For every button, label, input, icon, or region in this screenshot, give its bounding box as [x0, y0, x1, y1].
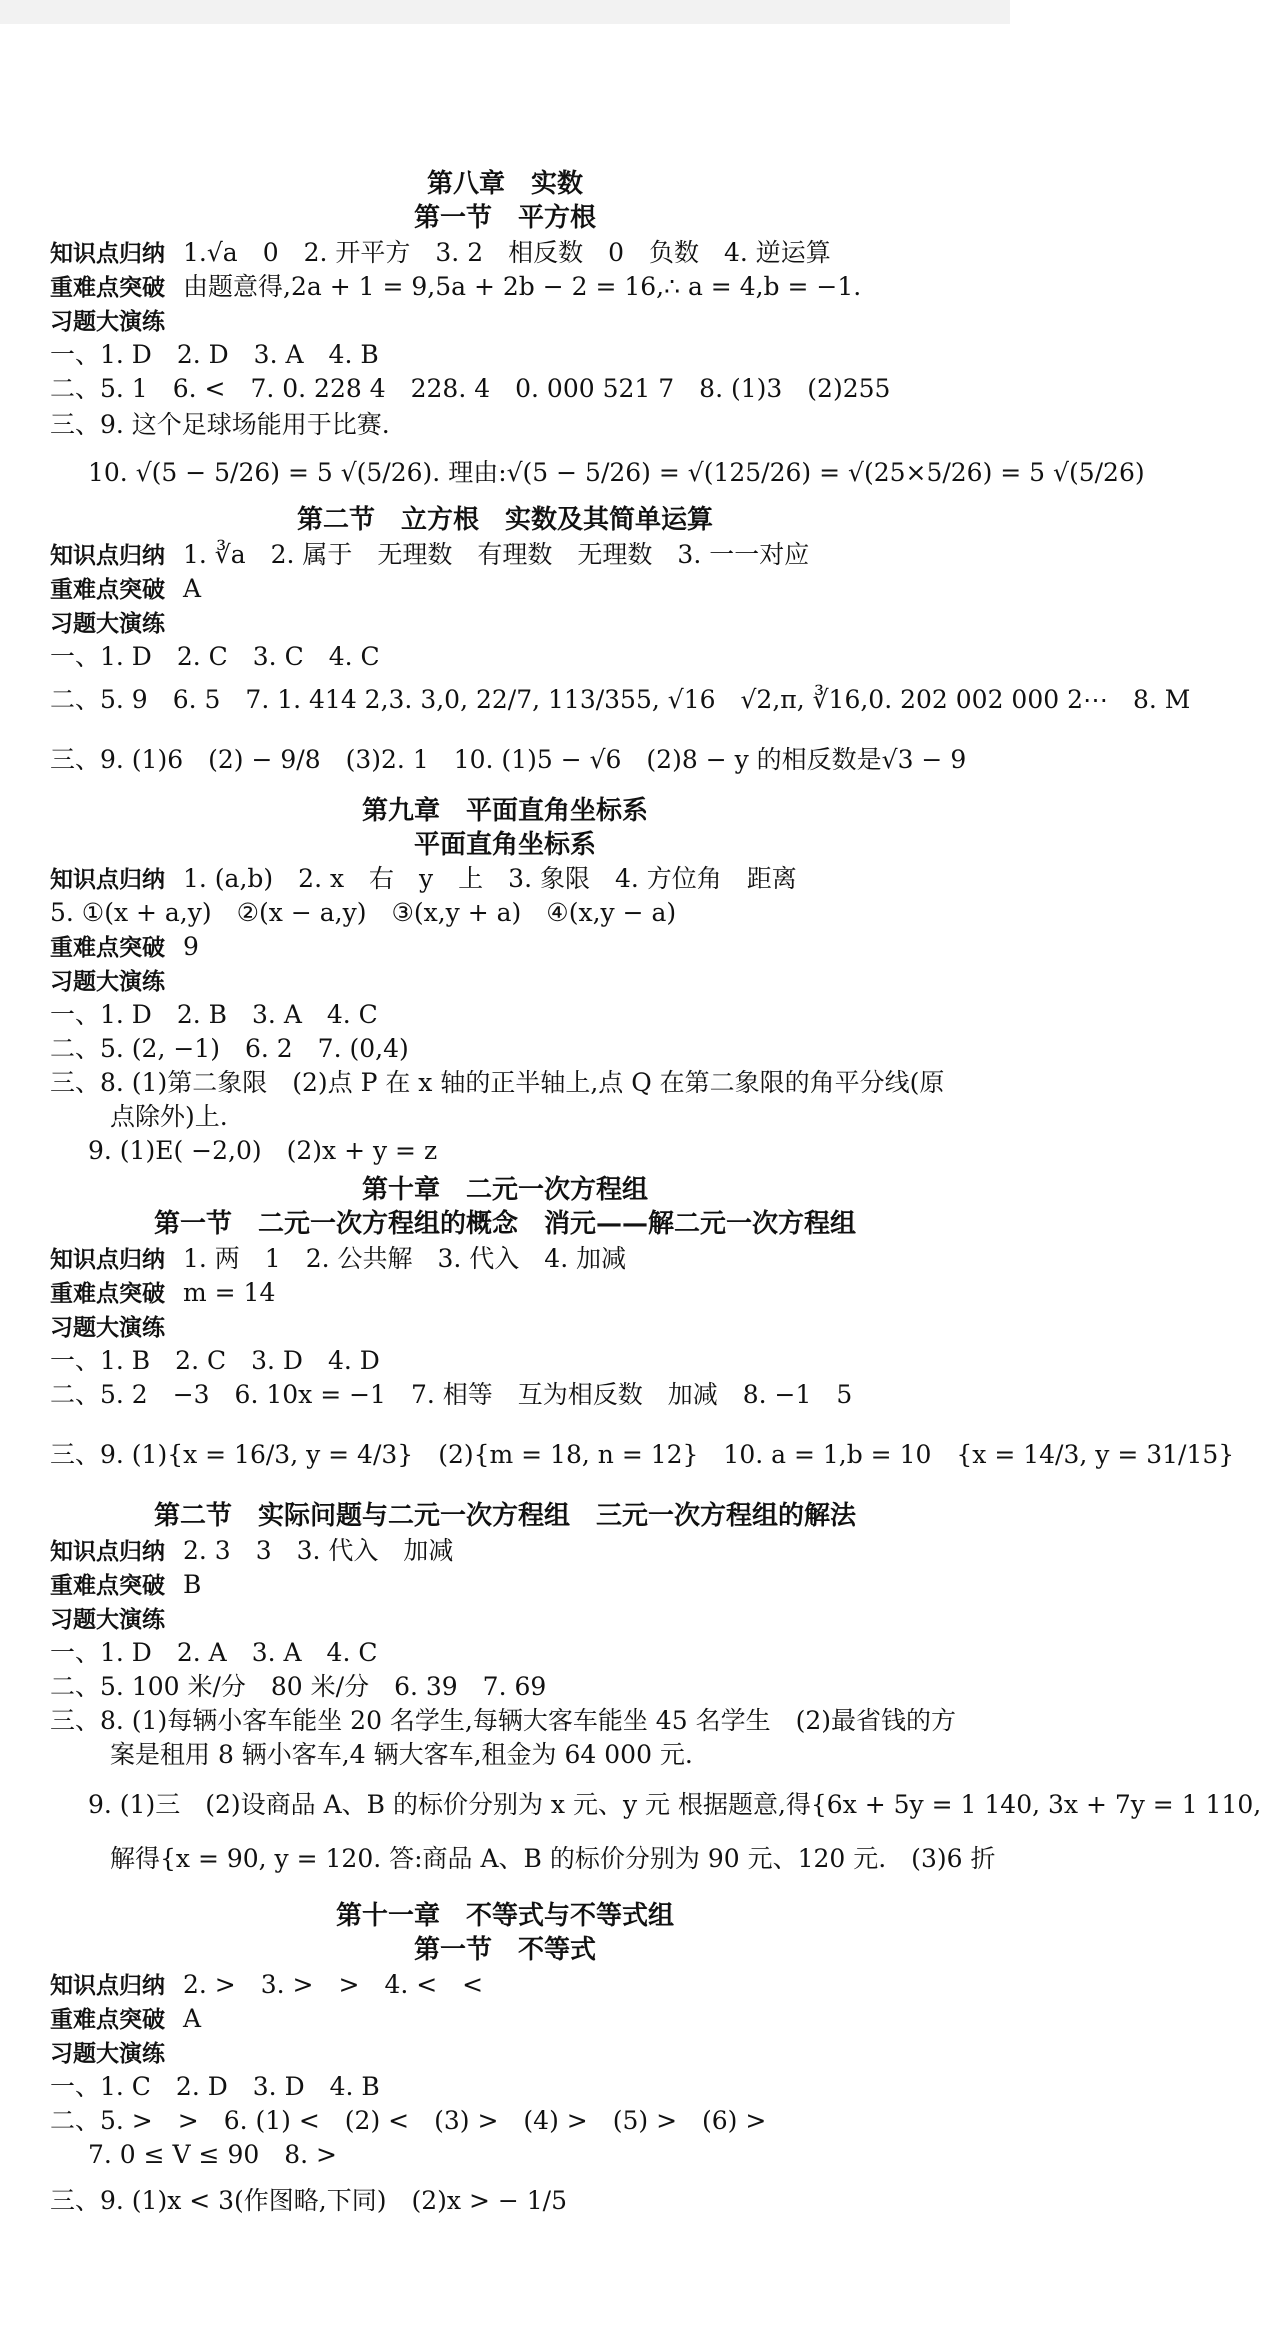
chapter-8-title: 第八章 实数 [426, 169, 583, 199]
ch8-s2-practice-heading [50, 608, 183, 639]
ch8-section2-title: 第二节 立方根 实数及其简单运算 [296, 505, 713, 535]
ch9-knowledge-line [50, 864, 797, 895]
ch11-difficulty-line [50, 2004, 201, 2035]
difficulty-label: 重难点突破 [50, 2007, 165, 2033]
ch8-s2-answer-2: 二、5. 9 6. 5 7. 1. 414 2,3. 3,0, 22/7, 113/355, √16 √2,π, ∛16,0. 202 002 000 2⋯ 8. M [50, 685, 1191, 714]
ch8-s2-answer-1: 一、1. D 2. C 3. C 4. C [50, 642, 380, 671]
ch11-answer-1: 一、1. C 2. D 3. D 4. B [50, 2072, 380, 2101]
ch11-practice-heading [50, 2038, 183, 2069]
ch10-section1-title: 第一节 二元一次方程组的概念 消元——解二元一次方程组 [153, 1209, 856, 1239]
knowledge-label: 知识点归纳 [50, 1247, 165, 1273]
difficulty-label: 重难点突破 [50, 1281, 165, 1307]
ch10-s2-answer-9: 9. (1)三 (2)设商品 A、B 的标价分别为 x 元、y 元 根据题意,得{6x + 5y = 1 140, 3x + 7y = 1 110, [88, 1790, 1261, 1819]
ch11-difficulty-text: A [183, 2004, 202, 2033]
ch8-s2-difficulty-line [50, 574, 201, 605]
ch9-knowledge-text: 1. (a,b) 2. x 右 y 上 3. 象限 4. 方位角 距离 [183, 864, 797, 893]
ch10-s1-knowledge-line [50, 1244, 626, 1275]
ch8-s2-difficulty-text: A [183, 574, 202, 603]
ch8-s1-difficulty-text: 由题意得,2a + 1 = 9,5a + 2b − 2 = 16,∴ a = 4,b = −1. [183, 272, 862, 301]
ch10-s1-difficulty-text: m = 14 [183, 1278, 276, 1307]
ch10-s1-difficulty-line [50, 1278, 275, 1309]
knowledge-label: 知识点归纳 [50, 867, 165, 893]
ch10-s2-answer-9b: 解得{x = 90, y = 120. 答:商品 A、B 的标价分别为 90 元、120 元. (3)6 折 [110, 1844, 996, 1873]
ch9-difficulty-text: 9 [183, 932, 199, 961]
ch10-section2-title: 第二节 实际问题与二元一次方程组 三元一次方程组的解法 [153, 1501, 856, 1531]
ch11-knowledge-line [50, 1970, 483, 2001]
ch9-difficulty-line [50, 932, 199, 963]
ch8-s2-knowledge-text: 1. ∛a 2. 属于 无理数 有理数 无理数 3. 一一对应 [183, 540, 810, 569]
practice-label: 习题大演练 [50, 2041, 165, 2067]
practice-label: 习题大演练 [50, 1607, 165, 1633]
chapter-11-title: 第十一章 不等式与不等式组 [335, 1901, 674, 1931]
practice-label: 习题大演练 [50, 1315, 165, 1341]
ch9-answer-9: 9. (1)E( −2,0) (2)x + y = z [88, 1136, 438, 1165]
ch8-s1-answer-3: 三、9. 这个足球场能用于比赛. [50, 410, 390, 439]
ch10-s1-answer-1: 一、1. B 2. C 3. D 4. D [50, 1346, 380, 1375]
ch11-knowledge-text: 2. > 3. > > 4. < < [183, 1970, 484, 1999]
ch9-answer-3a: 三、8. (1)第二象限 (2)点 P 在 x 轴的正半轴上,点 Q 在第二象限的角平分线(原 [50, 1068, 945, 1097]
ch11-section1-title: 第一节 不等式 [413, 1935, 596, 1965]
knowledge-label: 知识点归纳 [50, 543, 165, 569]
ch11-answer-2: 二、5. > > 6. (1) < (2) < (3) > (4) > (5) > (6) > [50, 2106, 767, 2135]
ch10-s2-practice-heading [50, 1604, 183, 1635]
knowledge-label: 知识点归纳 [50, 1539, 165, 1565]
ch10-s1-answer-2: 二、5. 2 −3 6. 10x = −1 7. 相等 互为相反数 加减 8. −1 5 [50, 1380, 853, 1409]
ch8-s1-answer-10: 10. √(5 − 5/26) = 5 √(5/26). 理由:√(5 − 5/26) = √(125/26) = √(25×5/26) = 5 √(5/26) [88, 458, 1145, 487]
ch9-answer-2: 二、5. (2, −1) 6. 2 7. (0,4) [50, 1034, 409, 1063]
ch10-s2-knowledge-text: 2. 3 3 3. 代入 加减 [183, 1536, 454, 1565]
ch10-s2-answer-3b: 案是租用 8 辆小客车,4 辆大客车,租金为 64 000 元. [110, 1740, 693, 1769]
ch10-s1-answer-3: 三、9. (1){x = 16/3, y = 4/3} (2){m = 18, n = 12} 10. a = 1,b = 10 {x = 14/3, y = 31/15} [50, 1440, 1235, 1469]
practice-label: 习题大演练 [50, 611, 165, 637]
difficulty-label: 重难点突破 [50, 275, 165, 301]
ch8-s1-answer-2: 二、5. 1 6. < 7. 0. 228 4 228. 4 0. 000 521 7 8. (1)3 (2)255 [50, 374, 891, 403]
ch10-s2-difficulty-line [50, 1570, 201, 1601]
practice-label: 习题大演练 [50, 309, 165, 335]
ch10-s2-knowledge-line [50, 1536, 453, 1567]
chapter-10-title: 第十章 二元一次方程组 [361, 1175, 648, 1205]
ch9-practice-heading [50, 966, 183, 997]
ch9-knowledge-line-2: 5. ①(x + a,y) ②(x − a,y) ③(x,y + a) ④(x,y − a) [50, 898, 677, 927]
ch8-s1-difficulty-line [50, 272, 861, 303]
ch10-s2-answer-2: 二、5. 100 米/分 80 米/分 6. 39 7. 69 [50, 1672, 547, 1701]
ch11-answer-4: 三、9. (1)x < 3(作图略,下同) (2)x > − 1/5 [50, 2186, 567, 2215]
ch10-s1-practice-heading [50, 1312, 183, 1343]
chapter-9-title: 第九章 平面直角坐标系 [361, 796, 648, 826]
practice-label: 习题大演练 [50, 969, 165, 995]
ch10-s1-knowledge-text: 1. 两 1 2. 公共解 3. 代入 4. 加减 [183, 1244, 627, 1273]
ch8-s1-knowledge-text: 1.√a 0 2. 开平方 3. 2 相反数 0 负数 4. 逆运算 [183, 238, 831, 267]
difficulty-label: 重难点突破 [50, 577, 165, 603]
ch9-answer-1: 一、1. D 2. B 3. A 4. C [50, 1000, 378, 1029]
ch8-s2-answer-3: 三、9. (1)6 (2) − 9/8 (3)2. 1 10. (1)5 − √6 (2)8 − y 的相反数是√3 − 9 [50, 745, 967, 774]
difficulty-label: 重难点突破 [50, 1573, 165, 1599]
ch11-answer-3: 7. 0 ≤ V ≤ 90 8. > [88, 2140, 337, 2169]
knowledge-label: 知识点归纳 [50, 241, 165, 267]
ch8-s1-knowledge-line [50, 238, 831, 269]
ch8-s1-answer-1: 一、1. D 2. D 3. A 4. B [50, 340, 379, 369]
scan-top-strip [0, 0, 1010, 24]
ch8-section1-title: 第一节 平方根 [413, 203, 596, 233]
knowledge-label: 知识点归纳 [50, 1973, 165, 1999]
ch9-subtitle: 平面直角坐标系 [413, 830, 596, 860]
ch8-s1-practice-heading [50, 306, 183, 337]
ch8-s2-knowledge-line [50, 540, 809, 571]
ch9-answer-3b: 点除外)上. [110, 1102, 228, 1131]
ch10-s2-answer-3a: 三、8. (1)每辆小客车能坐 20 名学生,每辆大客车能坐 45 名学生 (2)最省钱的方 [50, 1706, 956, 1735]
ch10-s2-answer-1: 一、1. D 2. A 3. A 4. C [50, 1638, 378, 1667]
ch10-s2-difficulty-text: B [183, 1570, 202, 1599]
difficulty-label: 重难点突破 [50, 935, 165, 961]
